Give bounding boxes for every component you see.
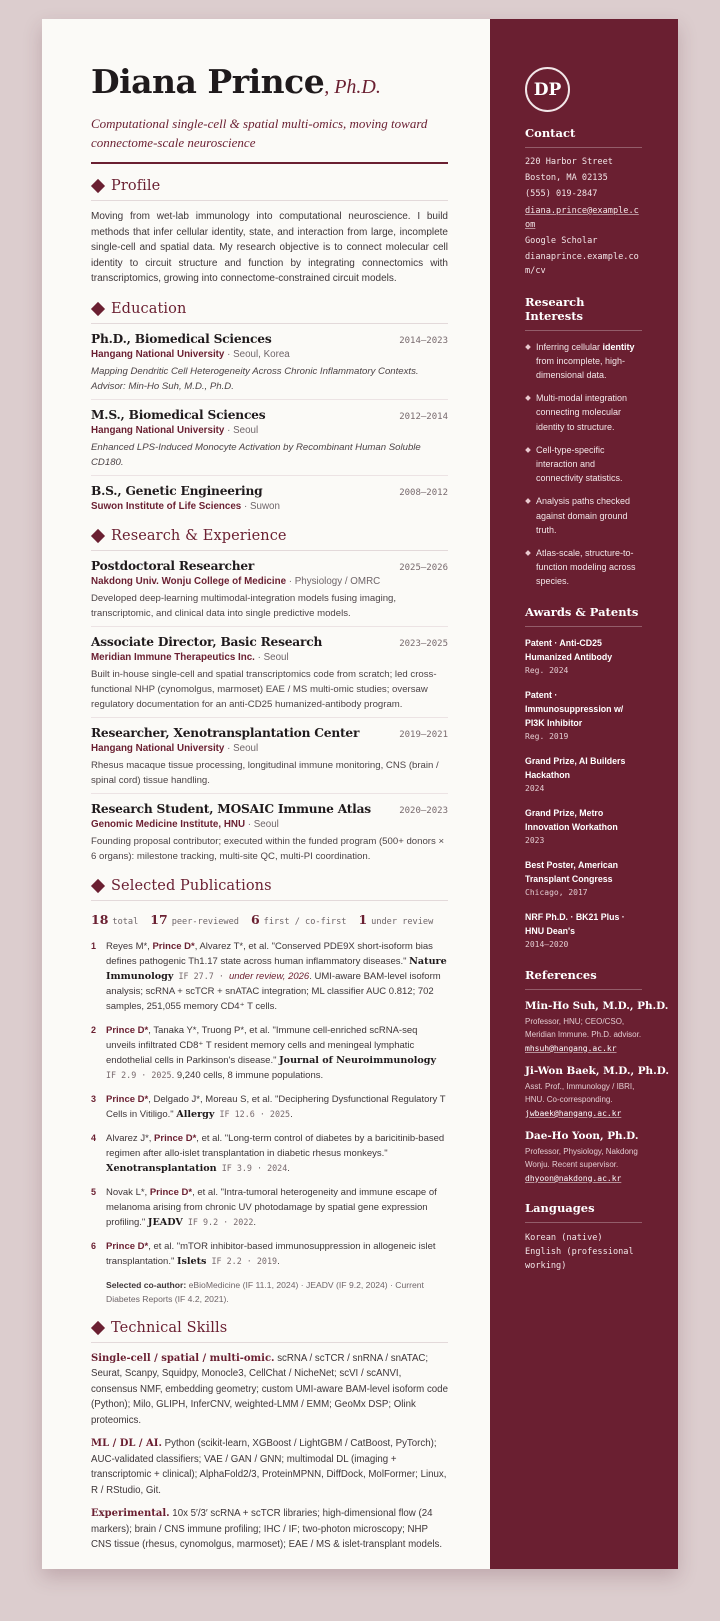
sidebar bbox=[490, 19, 678, 1569]
stat-number: 17 bbox=[150, 911, 168, 927]
author-self: Prince D* bbox=[106, 1093, 149, 1105]
award-title: Grand Prize, Metro Innovation Workathon bbox=[525, 807, 618, 832]
journal-name: JEADV bbox=[147, 1216, 183, 1228]
publication-item bbox=[91, 1092, 448, 1122]
publication-list bbox=[91, 939, 448, 1269]
award-title: Best Poster, American Transplant Congress bbox=[525, 859, 619, 884]
research-interest-item bbox=[525, 494, 642, 537]
entry-title: M.S., Biomedical Sciences bbox=[91, 407, 266, 422]
entry-desc: Rhesus macaque tissue processing, longitudinal immune monitoring, CNS (brain / spinal cord) tissue handling. bbox=[91, 759, 439, 786]
skill-items: 10x 5′/3′ scRNA + scTCR libraries; high-dimensional flow (24 markers); brain / CNS immune profiling; IHC / IF; two-photon microscopy; NHP CNS tissue (rhesus, cynomolgus, marmoset); EAE / MS & islet-transplant models. bbox=[91, 1508, 443, 1551]
stat-label: under review bbox=[371, 916, 434, 927]
skill-items: Python (scikit-learn, XGBoost / LightGBM / CatBoost, PyTorch); AUC-validated classifiers; VAE / GAN / GNN; multimodal DL (imaging + transcriptomic + clinical); AlphaFold2/3, ProteinMPNN, DiffDock, MolFormer; Linux, R / RStudio, Git. bbox=[91, 1438, 447, 1496]
contact-phone: (555) 019-2847 bbox=[525, 189, 598, 200]
reference-email-link[interactable]: jwbaek@hangang.ac.kr bbox=[525, 1108, 622, 1118]
interest-text: Cell-type-specific interaction and connectivity statistics. bbox=[536, 444, 623, 484]
entry-divider bbox=[91, 717, 448, 718]
publication-number: 2 bbox=[91, 1024, 97, 1035]
experience-entry bbox=[91, 635, 448, 712]
citation-text: , Alvarez T*, et al. "Conserved PDE9X short-isoform bias defines pathogenic Th1.17 state across human inflammatory diseases." bbox=[106, 940, 433, 967]
stat-number: 6 bbox=[250, 911, 260, 927]
organization-location: · Seoul bbox=[245, 818, 279, 830]
publication-citation bbox=[106, 1239, 448, 1269]
entry-organization bbox=[91, 651, 448, 665]
entry-header bbox=[91, 802, 448, 816]
stat-number: 18 bbox=[91, 911, 109, 927]
publication-item bbox=[91, 1185, 448, 1230]
entry-header bbox=[91, 484, 448, 498]
publication-item bbox=[91, 1131, 448, 1176]
skill-group bbox=[91, 1506, 448, 1553]
stat-label: first / co-first bbox=[263, 916, 347, 927]
award-item bbox=[525, 688, 642, 744]
reference-item bbox=[525, 1064, 669, 1120]
citation-tail: . 9,240 cells, 8 immune populations. bbox=[171, 1069, 324, 1081]
publication-item bbox=[91, 1023, 448, 1083]
journal-name: Islets bbox=[176, 1255, 207, 1267]
publication-citation bbox=[106, 1131, 448, 1176]
award-date: Chicago, 2017 bbox=[525, 887, 588, 897]
citation-tail: . bbox=[253, 1216, 257, 1228]
citation-tail: . bbox=[287, 1162, 290, 1174]
research-interests-list bbox=[525, 340, 642, 589]
candidate-name: Diana Prince, Ph.D. bbox=[91, 62, 381, 101]
award-item bbox=[525, 636, 642, 678]
organization-location: · Suwon bbox=[241, 500, 280, 512]
language-item: English (professional working) bbox=[525, 1246, 634, 1272]
reference-name: Dae-Ho Yoon, Ph.D. bbox=[525, 1129, 639, 1142]
google-scholar-link[interactable]: Google Scholar bbox=[525, 236, 598, 247]
interest-text: Analysis paths checked against domain ground truth. bbox=[536, 496, 631, 535]
citation-text: , Delgado J*, Moreau S, et al. "Deciphering Dysfunctional Regulatory T Cells in Vitiligo." bbox=[106, 1093, 446, 1120]
contact-city: Boston, MA 02135 bbox=[525, 173, 608, 184]
skill-group bbox=[91, 1436, 448, 1498]
impact-factor: IF 2.9 · 2025 bbox=[106, 1069, 172, 1080]
citation-text: , et al. "Intra-tumoral heterogeneity and immune escape of melanoma arising from chronic UV photodamage by spatial gene expression profiling." bbox=[106, 1186, 437, 1228]
organization-name: Nakdong Univ. Wonju College of Medicine bbox=[91, 575, 287, 587]
stat-label: peer-reviewed bbox=[171, 916, 239, 927]
entry-organization bbox=[91, 500, 448, 514]
publication-citation bbox=[106, 939, 448, 1014]
publication-number: 5 bbox=[91, 1186, 97, 1197]
impact-factor: IF 3.9 · 2024 bbox=[216, 1162, 288, 1173]
language-item: Korean (native) bbox=[525, 1232, 603, 1243]
reference-description: Professor, HNU; CEO/CSO, Meridian Immune. Ph.D. advisor. bbox=[525, 1016, 642, 1040]
organization-location: · Physiology / OMRC bbox=[286, 575, 381, 587]
organization-location: · Seoul bbox=[254, 651, 289, 663]
publication-stat bbox=[91, 911, 138, 929]
organization-name: Meridian Immune Therapeutics Inc. bbox=[91, 651, 255, 663]
experience-list bbox=[91, 559, 448, 864]
impact-factor: IF 12.6 · 2025 bbox=[214, 1108, 291, 1119]
journal-name: Nature Immunology bbox=[106, 955, 447, 982]
tagline: Computational single-cell & spatial multi-omics, moving toward connectome-scale neuroscience bbox=[91, 114, 448, 164]
citation-text: , Tanaka Y*, Truong P*, et al. "Immune cell-enriched scRNA-seq unveils infiltrated CD8⁺ T resident memory cells and meningeal lymphatic endothelial cells in Parkinson's disease." bbox=[106, 1024, 418, 1066]
entry-title: Postdoctoral Researcher bbox=[91, 558, 255, 573]
entry-desc: Developed deep-learning multimodal-integration models fusing imaging, transcriptomic, and clinical data into single predictive models. bbox=[91, 592, 397, 619]
award-date: 2024 bbox=[525, 783, 545, 793]
entry-desc: Founding proposal contributor; executed within the funded program (500+ donors × 6 organs): milestone tracking, multi-site QC, multi-PI coordination. bbox=[91, 835, 445, 862]
skill-group bbox=[91, 1351, 448, 1429]
publication-citation bbox=[106, 1092, 448, 1122]
coauthor-note: Selected co-author: eBioMedicine (IF 11.1, 2024) · JEADV (IF 9.2, 2024) · Current Diabetes Reports (IF 4.2, 2021). bbox=[106, 1279, 424, 1304]
sidebar-heading-languages: Languages bbox=[525, 1201, 642, 1223]
entry-date: 2020–2023 bbox=[399, 805, 448, 816]
reference-description: Professor, Physiology, Nakdong Wonju. Recent supervisor. bbox=[525, 1146, 638, 1170]
award-item bbox=[525, 806, 642, 848]
publication-citation bbox=[106, 1023, 448, 1083]
interest-text: Multi-modal integration connecting molecular identity to structure. bbox=[536, 393, 628, 432]
reference-email-link[interactable]: mhsuh@hangang.ac.kr bbox=[525, 1043, 617, 1053]
entry-header bbox=[91, 559, 448, 573]
entry-title: Research Student, MOSAIC Immune Atlas bbox=[91, 801, 371, 816]
publication-stat bbox=[358, 911, 433, 929]
experience-entry bbox=[91, 726, 448, 788]
organization-name: Hangang National University bbox=[91, 348, 225, 360]
cv-link[interactable]: dianaprince.example.com/cv bbox=[525, 252, 639, 277]
entry-organization bbox=[91, 424, 448, 438]
award-title: Patent · Anti-CD25 Humanized Antibody bbox=[525, 637, 613, 662]
avatar: DP bbox=[525, 67, 570, 112]
sidebar-heading-references: References bbox=[525, 968, 642, 990]
diamond-icon bbox=[91, 1321, 105, 1335]
entry-divider bbox=[91, 793, 448, 794]
languages-list bbox=[525, 1231, 642, 1274]
author-self: Prince D* bbox=[154, 1132, 197, 1144]
entry-header bbox=[91, 332, 448, 346]
publication-number: 3 bbox=[91, 1093, 97, 1104]
entry-date: 2008–2012 bbox=[399, 487, 448, 498]
journal-name: Allergy bbox=[176, 1108, 215, 1120]
publication-number: 1 bbox=[91, 940, 97, 951]
interest-text-end: from incomplete, high-dimensional data. bbox=[536, 355, 626, 381]
award-item bbox=[525, 910, 642, 952]
reference-email-link[interactable]: dhyoon@nakdong.ac.kr bbox=[525, 1173, 622, 1183]
publication-stat bbox=[150, 911, 239, 929]
sidebar-heading-awards: Awards & Patents bbox=[525, 605, 642, 627]
interest-text: Inferring cellular bbox=[536, 341, 603, 352]
skill-category: ML / DL / AI. bbox=[91, 1438, 162, 1450]
main-column bbox=[42, 19, 490, 1569]
organization-name: Hangang National University bbox=[91, 424, 225, 436]
organization-location: · Seoul, Korea bbox=[224, 348, 290, 360]
entry-title: Researcher, Xenotransplantation Center bbox=[91, 725, 360, 740]
resume-page bbox=[42, 19, 678, 1569]
publication-number: 4 bbox=[91, 1132, 97, 1143]
education-list bbox=[91, 332, 448, 514]
award-title: Patent · Immunosuppression w/ PI3K Inhibitor bbox=[525, 689, 624, 728]
diamond-icon bbox=[91, 529, 105, 543]
publication-item bbox=[91, 939, 448, 1014]
education-entry bbox=[91, 408, 448, 470]
award-date: Reg. 2019 bbox=[525, 731, 569, 741]
profile-text: Moving from wet-lab immunology into computational neuroscience. I build methods that infer cellular identity, state, and interaction from large, incomplete single-cell and spatial data. My research objective is to connect molecular cell identity to circuit structure and function by integrating connectomics with transcriptomics, growing into connectome-constrained circuit models. bbox=[91, 211, 448, 285]
organization-location: · Seoul bbox=[224, 424, 259, 436]
reference-name: Min-Ho Suh, M.D., Ph.D. bbox=[525, 999, 669, 1012]
research-interest-item bbox=[525, 546, 642, 589]
section-heading-profile: Profile bbox=[91, 178, 448, 201]
contact-email-link[interactable]: diana.prince@example.com bbox=[525, 205, 639, 230]
entry-header bbox=[91, 408, 448, 422]
entry-title: Associate Director, Basic Research bbox=[91, 634, 323, 649]
entry-title: Ph.D., Biomedical Sciences bbox=[91, 331, 272, 346]
organization-name: Hangang National University bbox=[91, 742, 225, 754]
entry-organization bbox=[91, 742, 448, 756]
contact-block bbox=[525, 155, 642, 279]
entry-divider bbox=[91, 399, 448, 400]
section-heading-education: Education bbox=[91, 301, 448, 324]
award-date: Reg. 2024 bbox=[525, 665, 569, 675]
publication-item bbox=[91, 1239, 448, 1269]
entry-date: 2012–2014 bbox=[399, 411, 448, 422]
stat-label: total bbox=[112, 916, 139, 927]
entry-header bbox=[91, 635, 448, 649]
impact-factor: IF 9.2 · 2022 bbox=[182, 1216, 254, 1227]
citation-tail: . bbox=[277, 1255, 280, 1267]
sidebar-heading-interests: Research Interests bbox=[525, 295, 642, 331]
interest-text: Atlas-scale, structure-to-function modeling across species. bbox=[536, 548, 636, 587]
publication-number: 6 bbox=[91, 1240, 97, 1251]
entry-title: B.S., Genetic Engineering bbox=[91, 483, 263, 498]
skill-category: Single-cell / spatial / multi-omic. bbox=[91, 1352, 275, 1364]
journal-name: Journal of Neuroimmunology bbox=[279, 1054, 437, 1066]
citation-text: , et al. "mTOR inhibitor-based immunosuppression in allogeneic islet transplantation." bbox=[106, 1240, 436, 1267]
awards-list bbox=[525, 636, 642, 952]
entry-divider bbox=[91, 626, 448, 627]
experience-entry bbox=[91, 802, 448, 864]
entry-desc: Built in-house single-cell and spatial transcriptomics code from scratch; led cross-functional NHP (cynomolgus, marmoset) EAE / MS multi-omic studies; oversaw regulatory documentation for an anti-CD25 humanized-antibody program. bbox=[91, 668, 437, 710]
entry-date: 2019–2021 bbox=[399, 729, 448, 740]
publication-stat bbox=[251, 911, 347, 929]
review-status: under review, 2026 bbox=[228, 970, 310, 982]
sidebar-heading-contact: Contact bbox=[525, 126, 642, 148]
organization-name: Suwon Institute of Life Sciences bbox=[91, 500, 242, 512]
award-item bbox=[525, 754, 642, 796]
contact-street: 220 Harbor Street bbox=[525, 157, 613, 167]
publication-stats bbox=[91, 911, 448, 929]
entry-date: 2014–2023 bbox=[399, 335, 448, 346]
organization-name: Genomic Medicine Institute, HNU bbox=[91, 818, 246, 830]
author-self: Prince D* bbox=[106, 1024, 149, 1036]
authors-before: Alvarez J*, bbox=[106, 1132, 155, 1144]
citation-tail: . bbox=[290, 1108, 293, 1120]
organization-location: · Seoul bbox=[224, 742, 259, 754]
authors-before: Novak L*, bbox=[106, 1186, 150, 1198]
entry-note: Enhanced LPS-Induced Monocyte Activation by Recombinant Human Soluble CD180. bbox=[91, 441, 421, 468]
author-self: Prince D* bbox=[149, 1186, 193, 1198]
skill-category: Experimental. bbox=[91, 1508, 170, 1520]
award-date: 2023 bbox=[525, 835, 545, 845]
entry-date: 2023–2025 bbox=[399, 638, 448, 649]
entry-note: Mapping Dendritic Cell Heterogeneity Across Chronic Inflammatory Contexts. Advisor: Min-Ho Suh, M.D., Ph.D. bbox=[91, 365, 419, 392]
references-list bbox=[525, 999, 669, 1185]
research-interest-item bbox=[525, 443, 642, 486]
section-heading-skills: Technical Skills bbox=[91, 1320, 448, 1343]
publication-citation bbox=[106, 1185, 448, 1230]
reference-description: Asst. Prof., Immunology / IBRI, HNU. Co-corresponding. bbox=[525, 1081, 635, 1105]
author-self: Prince D* bbox=[106, 1240, 149, 1252]
section-heading-experience: Research & Experience bbox=[91, 528, 448, 551]
reference-item bbox=[525, 1129, 642, 1185]
research-interest-item bbox=[525, 391, 642, 434]
stat-number: 1 bbox=[358, 911, 368, 927]
research-interest-item bbox=[525, 340, 642, 383]
entry-organization bbox=[91, 348, 448, 362]
entry-header bbox=[91, 726, 448, 740]
entry-divider bbox=[91, 475, 448, 476]
author-self: Prince D* bbox=[152, 940, 195, 952]
award-date: 2014–2020 bbox=[525, 939, 569, 949]
skill-items: scRNA / scTCR / snRNA / snATAC; Seurat, Scanpy, Squidpy, Monocle3, CellChat / NicheNet; scVI / scANVI, consensus NMF, embedding geometry; custom UMI-aware BAM-level isoform code (Python); Milo, GLIPH, InferCNV, weighted-LMM / EMM; GeoMx DSP; Olink proteomics. bbox=[91, 1352, 448, 1426]
impact-factor: IF 2.2 · 2019 bbox=[206, 1255, 278, 1266]
credential: Ph.D. bbox=[334, 76, 381, 98]
diamond-icon bbox=[91, 879, 105, 893]
award-title: NRF Ph.D. · BK21 Plus · HNU Dean's bbox=[525, 911, 625, 936]
skills-list bbox=[91, 1351, 448, 1553]
experience-entry bbox=[91, 559, 448, 621]
impact-factor: IF 27.7 · bbox=[173, 970, 229, 981]
entry-date: 2025–2026 bbox=[399, 562, 448, 573]
education-entry bbox=[91, 484, 448, 514]
entry-organization bbox=[91, 818, 448, 832]
award-title: Grand Prize, AI Builders Hackathon bbox=[525, 755, 626, 780]
entry-organization bbox=[91, 575, 448, 589]
citation-tail: . UMI-aware BAM-level isoform analysis; scRNA + scTCR + snATAC integration; ML classifier AUC 0.812; 702 samples, 251,055 memory CD4⁺ T cells. bbox=[106, 970, 441, 1012]
award-item bbox=[525, 858, 642, 900]
section-heading-publications: Selected Publications bbox=[91, 878, 448, 901]
citation-text: , et al. "Long-term control of diabetes by a baricitinib-based regimen after allo-islet transplantation in diabetic rhesus monkeys." bbox=[106, 1132, 445, 1159]
journal-name: Xenotransplantation bbox=[106, 1162, 217, 1174]
diamond-icon bbox=[91, 302, 105, 316]
reference-name: Ji-Won Baek, M.D., Ph.D. bbox=[525, 1064, 669, 1077]
diamond-icon bbox=[91, 179, 105, 193]
reference-item bbox=[525, 999, 669, 1055]
interest-highlight: identity bbox=[602, 341, 635, 352]
education-entry bbox=[91, 332, 448, 394]
authors-before: Reyes M*, bbox=[106, 940, 153, 952]
